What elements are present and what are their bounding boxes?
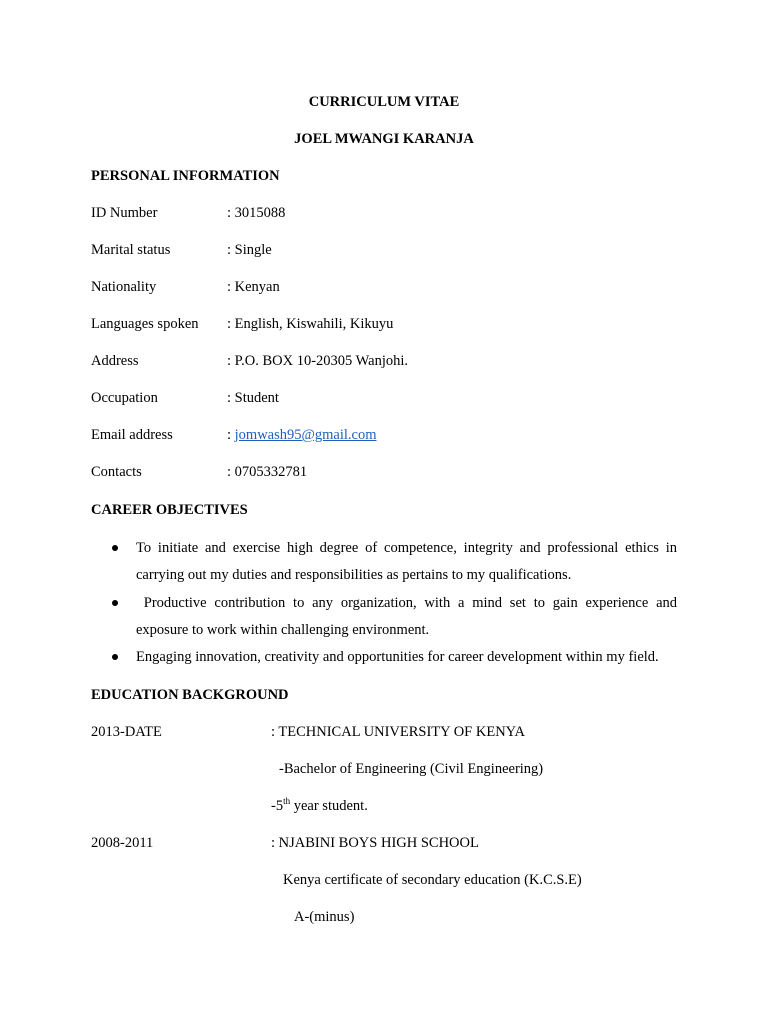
contacts-value: : 0705332781 [227, 464, 308, 480]
id-number-label: ID Number [91, 205, 158, 221]
address-value: : P.O. BOX 10-20305 Wanjohi. [227, 353, 409, 369]
nationality-label: Nationality [91, 279, 157, 295]
occupation-label: Occupation [91, 390, 158, 406]
occupation-value: : Student [227, 390, 279, 406]
education-detail-2a: Kenya certificate of secondary education (K.C.S.E) [283, 872, 582, 888]
career-bullet-2-line-2: exposure to work within challenging environment. [136, 622, 430, 638]
languages-value: : English, Kiswahili, Kikuyu [227, 316, 394, 332]
education-institution-1: : TECHNICAL UNIVERSITY OF KENYA [271, 724, 526, 740]
email-colon: : [227, 427, 235, 443]
career-bullet-1-line-1: To initiate and exercise high degree of competence, integrity and professional ethics in [136, 540, 677, 556]
candidate-name: JOEL MWANGI KARANJA [294, 131, 474, 147]
document-title: CURRICULUM VITAE [308, 94, 460, 110]
id-number-value: : 3015088 [227, 205, 286, 221]
marital-status-value: : Single [227, 242, 272, 258]
career-bullet-2-line-1: Productive contribution to any organization, with a mind set to gain experience and [136, 595, 677, 611]
nationality-value: : Kenyan [227, 279, 280, 295]
education-detail-1a: -Bachelor of Engineering (Civil Engineering) [279, 761, 544, 777]
personal-info-heading: PERSONAL INFORMATION [91, 168, 280, 184]
education-heading: EDUCATION BACKGROUND [91, 687, 289, 703]
education-period-2: 2008-2011 [91, 835, 154, 851]
marital-status-label: Marital status [91, 242, 171, 258]
email-value [227, 428, 376, 443]
bullet-icon [112, 654, 118, 660]
year-text: year student. [290, 798, 368, 814]
education-detail-2b: A-(minus) [294, 909, 355, 925]
email-link[interactable]: jomwash95@gmail.com [234, 427, 377, 443]
contacts-label: Contacts [91, 464, 142, 480]
education-period-1: 2013-DATE [91, 724, 162, 740]
career-objectives-heading: CAREER OBJECTIVES [91, 502, 248, 518]
email-label: Email address [91, 427, 173, 443]
education-institution-2: : NJABINI BOYS HIGH SCHOOL [271, 835, 479, 851]
address-label: Address [91, 353, 139, 369]
bullet-icon [112, 600, 118, 606]
year-ordinal-suffix: th [283, 796, 291, 806]
career-bullet-1-line-2: carrying out my duties and responsibilities as pertains to my qualifications. [136, 567, 572, 583]
year-number: -5 [271, 798, 284, 814]
education-detail-1b [271, 796, 368, 814]
career-bullet-3-line-1: Engaging innovation, creativity and opportunities for career development within my field. [136, 649, 659, 665]
bullet-icon [112, 545, 118, 551]
languages-label: Languages spoken [91, 316, 199, 332]
